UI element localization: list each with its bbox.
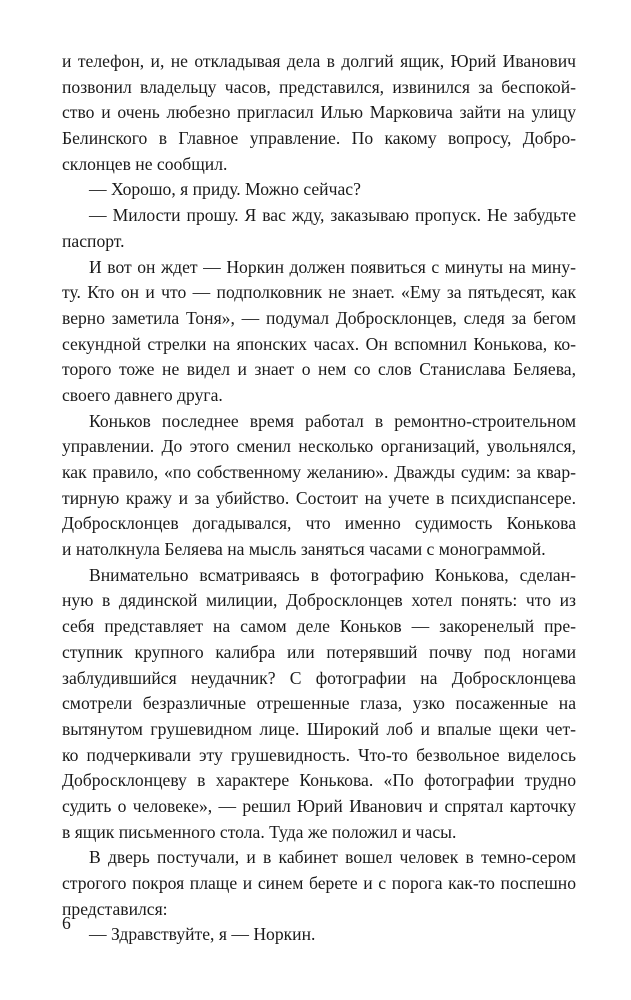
text-line: заблудившийся неудачник? С фотографии на Добросклонцева: [62, 667, 576, 688]
text-line: верно заметила Тоня», — подумал Добросклонцев, следя за бегом: [62, 307, 576, 328]
text-line: Добросклонцеву в характере Конькова. «По фотографии трудно: [62, 770, 576, 791]
text-line: ство и очень любезно пригласил Илью Марковича зайти на улицу: [62, 102, 576, 123]
text-line: в ящик письменного стола. Туда же положил и часы.: [62, 821, 457, 842]
text-line: как правило, «по собственному желанию». Дважды судим: за квар-: [62, 462, 576, 482]
text-line: представился:: [62, 898, 168, 919]
text-line: себя представляет на самом деле Коньков — закоренелый пре-: [62, 616, 576, 637]
text-line: смотрели безразличные отрешенные глаза, узко посаженные на: [62, 693, 576, 714]
text-line: секундной стрелки на японских часах. Он вспомнил Конькова, ко-: [62, 333, 576, 354]
text-line: Коньков последнее время работал в ремонтно-строительном: [89, 410, 576, 431]
text-line: — Милости прошу. Я вас жду, заказываю пропуск. Не забудьте: [89, 205, 576, 226]
text-line: — Хорошо, я приду. Можно сейчас?: [89, 179, 361, 200]
text-line: Внимательно всматриваясь в фотографию Конькова, сделан-: [89, 564, 576, 585]
text-line: строгого покроя плаще и синем берете и с порога как-то поспешно: [62, 873, 576, 893]
body-text: [62, 49, 576, 948]
text-line: ступник крупного калибра или потерявший почву под ногами: [62, 641, 576, 662]
text-line: — Здравствуйте, я — Норкин.: [89, 924, 316, 945]
text-line: И вот он ждет — Норкин должен появиться с минуты на мину-: [89, 256, 576, 277]
text-line: судить о человеке», — решил Юрий Иванович и спрятал карточку: [62, 795, 576, 816]
text-line: позвонил владельцу часов, представился, извинился за беспокой-: [62, 76, 576, 97]
text-line: вытянутом грушевидном лице. Широкий лоб и впалые щеки чет-: [62, 718, 576, 739]
page-number: 6: [62, 913, 71, 933]
text-line: ную в дядинской милиции, Добросклонцев хотел понять: что из: [62, 590, 576, 611]
text-line: и телефон, и, не откладывая дела в долгий ящик, Юрий Иванович: [62, 51, 576, 71]
text-line: склонцев не сообщил.: [62, 153, 228, 174]
text-line: управлении. До этого сменил несколько организаций, увольнялся,: [62, 436, 576, 457]
text-line: ко подчеркивали эту грушевидность. Что-то безвольное виделось: [62, 744, 576, 765]
text-line: своего давнего друга.: [62, 384, 223, 405]
text-line: В дверь постучали, и в кабинет вошел человек в темно-сером: [89, 847, 576, 868]
text-line: Белинского в Главное управление. По какому вопросу, Добро-: [62, 128, 576, 149]
text-line: паспорт.: [62, 230, 125, 251]
text-line: ту. Кто он и что — подполковник не знает. «Ему за пятьдесят, как: [62, 282, 576, 303]
text-line: Добросклонцев догадывался, что именно судимость Конькова: [62, 513, 576, 534]
text-line: торого тоже не видел и знает о нем со слов Станислава Беляева,: [62, 359, 576, 380]
text-line: и натолкнула Беляева на мысль заняться часами с монограммой.: [62, 539, 546, 560]
text-line: тирную кражу и за убийство. Состоит на учете в психдиспансере.: [62, 487, 576, 508]
